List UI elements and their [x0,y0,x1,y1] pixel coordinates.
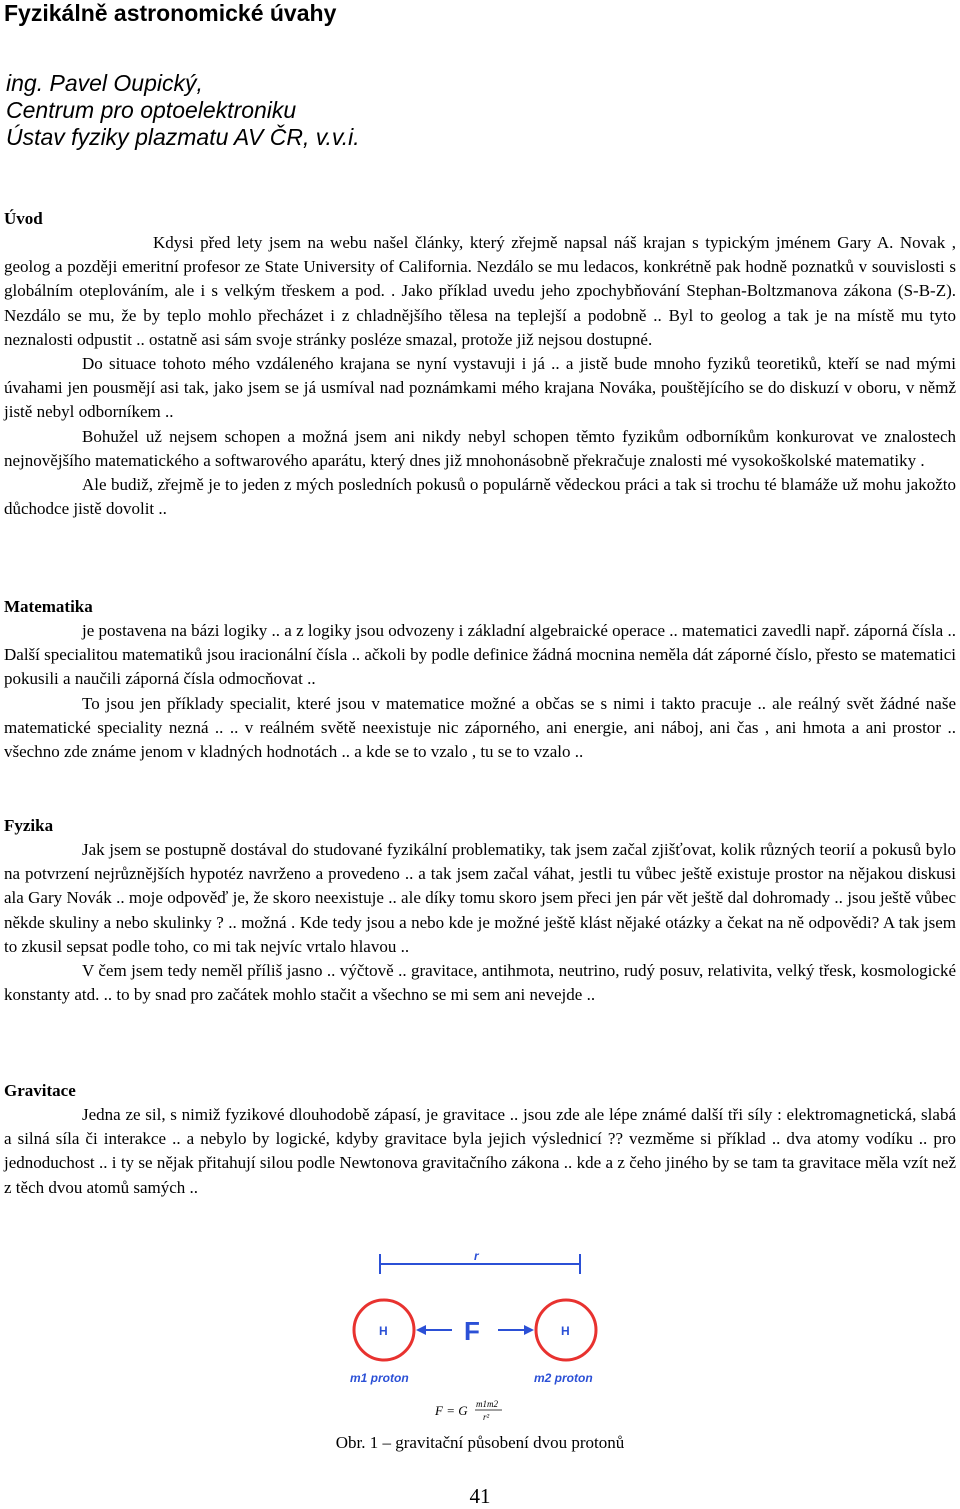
formula-lhs: F = G [435,1403,468,1418]
section-heading: Úvod [4,209,43,228]
paragraph: je postavena na bázi logiky .. a z logiky jsou odvozeny i základní algebraické operace .. matematici zavedli např. záporná čísla .. Další specialitou matematiků jsou iracionální čísla .. ačkoli by podle definice žádná mocnina neměla dát záporné číslo, přesto se matematici pokusili a naučili záporná čísla odmocňovat .. [4,621,956,689]
formula-numerator: m1m2 [476,1399,498,1409]
right-atom-label: H [561,1324,570,1338]
formula-denominator: r² [483,1412,490,1422]
section-fyzika [4,814,956,1007]
arrow-head-left-icon [416,1325,426,1335]
section-matematika [4,595,956,764]
paragraph: Kdysi před lety jsem na webu našel články, který zřejmě napsal náš krajan s typickým jménem Gary A. Novak , geolog a později emeritní profesor ze State University of California. Nezdálo se mu ledacos, konkrétně pak hodně poznatků v souvislosti s globálním oteplováním, ale i s velkým třeskem a pod. . Jako příklad uvedu jeho zpochybňování Stephan-Boltzmanova zákona (S-B-Z). Nezdálo se mu, že by teplo mohlo přecházet i z chladnějšího tělesa na teplejší a podobně .. Byl to geolog a tak je na místě mu tyto neznalosti odpustit .. ostatně asi sám svoje stránky posléze smazal, protože již nejsou dostupné. [4,233,956,349]
arrow-head-right-icon [524,1325,534,1335]
author-institution: Centrum pro optoelektroniku [6,97,297,123]
paragraph: Jak jsem se postupně dostával do studované fyzikální problematiky, tak jsem začal zjišťovat, kolik různých teorií a pokusů bylo na potvrzení nejrůznějších hypotéz navrženo a provedeno .. a tak jsem začal váhat, jestli tu vůbec ještě existuje prostor na nějakou diskusi ala Gary Novák .. moje odpověď je, že skoro neexistuje .. ale díky tomu skoro jsem přeci jen pár vět ještě dal dohromady .. jsou ještě vůbec někde skuliny a nebo skulinky ? .. možná . Kde tedy jsou a nebo kde je možné ještě klást nějaké otázky a čekat na ně odpovědi? A tak jsem to zkusil sepsat podle toho, co mi tak nejvíc vrtalo hlavou .. [4,840,956,956]
gravitation-figure [340,1244,620,1429]
section-gravitace [4,1079,956,1200]
paragraph: Jedna ze sil, s nimiž fyzikové dlouhodobě zápasí, je gravitace .. jsou zde ale lépe známé další tři síly : elektromagnetická, slabá a silná síla či interakce .. a nebylo by logické, kdyby gravitace byla jejich výslednicí ?? vezměme si příklad .. dva atomy vodíku .. pro jednoduchost .. i ty se nějak přitahují silou podle Newtonova gravitačního zákona .. kde a z čeho jiného by se tam ta gravitace měla vzít než z těch dvou atomů samých .. [4,1105,956,1197]
author-block [6,70,360,151]
left-atom-label: H [379,1324,388,1338]
author-institute: Ústav fyziky plazmatu AV ČR, v.v.i. [6,124,360,150]
paragraph: Ale budiž, zřejmě je to jeden z mých posledních pokusů o populárně vědeckou práci a tak si trochu té blamáže už mohu jakožto důchodce jistě dovolit .. [4,475,956,519]
paragraph: V čem jsem tedy neměl příliš jasno .. výčtově .. gravitace, antihmota, neutrino, rudý posuv, relativita, velký třesk, kosmologické konstanty atd. .. to by snad pro začátek mohlo stačit a všechno se mi sem ani nevejde .. [4,961,956,1005]
section-heading: Fyzika [4,816,54,835]
paragraph: Do situace tohoto mého vzdáleného krajana se nyní vystavuji i já .. a jistě bude mnoho fyziků teoretiků, kteří se nad mými úvahami jen pousmějí asi tak, jako jsem se já usmíval nad poznámkami mého krajana Nováka, pouštějícího se do diskuzí v oboru, v němž jistě nebyl odborníkem .. [4,354,956,422]
section-uvod [4,207,956,521]
paragraph: Bohužel už nejsem schopen a možná jsem ani nikdy nebyl schopen těmto fyzikům odborníkům konkurovat ve znalostech nejnovějšího matematického a softwarového aparátu, který dnes již mnohonásobně překračuje znalosti mé vysokoškolské matematiky . [4,426,956,470]
section-heading: Gravitace [4,1081,76,1100]
figure-caption: Obr. 1 – gravitační působení dvou protonů [335,1433,625,1452]
page-title: Fyzikálně astronomické úvahy [4,0,337,26]
right-atom-caption: m2 proton [534,1371,593,1385]
left-atom-caption: m1 proton [350,1371,409,1385]
author-name: ing. Pavel Oupický, [6,70,203,96]
section-heading: Matematika [4,597,93,616]
distance-label: r [474,1249,479,1263]
force-label: F [464,1316,480,1346]
page-number: 41 [469,1484,491,1508]
paragraph: To jsou jen příklady specialit, které jsou v matematice možné a občas se s nimi i takto pracuje .. ale reálný svět žádné naše matematické speciality nezná .. .. v reálném světě neexistuje nic záporného, ani energie, ani náboj, ani čas , ani hmota a ani prostor .. všechno zde známe jenom v kladných hodnotách .. a kde se to vzalo , tu se to vzalo .. [4,693,956,762]
